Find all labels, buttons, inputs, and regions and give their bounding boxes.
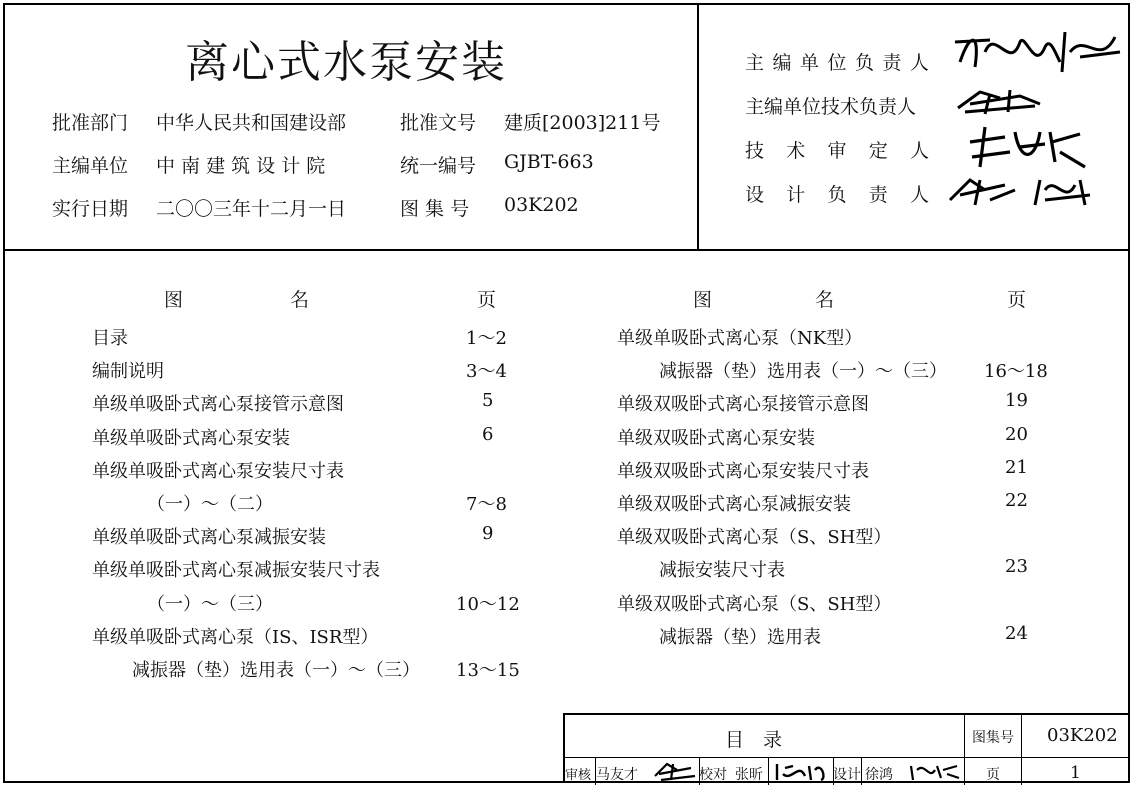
toc-header-page: 页 xyxy=(1007,289,1027,311)
toc-name: 单级双吸卧式离心泵接管示意图 xyxy=(617,394,869,416)
unified-number-label: 统一编号 xyxy=(400,155,477,177)
toc-name: （一）～（三） xyxy=(147,593,273,615)
toc-row xyxy=(92,357,522,390)
handwritten-signature xyxy=(950,84,1050,118)
toc-name: 减振器（垫）选用表（一）～（三） xyxy=(132,659,420,681)
toc-row xyxy=(617,457,1097,490)
toc-row xyxy=(92,324,522,357)
toc-name: 单级单吸卧式离心泵安装 xyxy=(92,427,290,449)
toc-name: 编制说明 xyxy=(92,361,164,383)
toc-page: 10～12 xyxy=(456,593,520,615)
approval-dept-value: 中华人民共和国建设部 xyxy=(156,112,347,134)
design-name: 徐鸿 xyxy=(865,767,893,783)
toc-row xyxy=(617,490,1097,523)
responsible-label: 技 术 审 定 人 xyxy=(745,140,929,162)
toc-name: 单级单吸卧式离心泵减振安装 xyxy=(92,527,326,549)
toc-header xyxy=(92,285,522,315)
toc-page: 1～2 xyxy=(466,328,507,349)
handwritten-signature xyxy=(950,22,1125,82)
atlas-no-label: 图集号 xyxy=(972,730,1014,746)
header-divider xyxy=(3,249,1130,251)
handwritten-signature xyxy=(960,122,1090,172)
toc-name: 单级双吸卧式离心泵减振安装 xyxy=(617,493,851,515)
toc-row xyxy=(92,457,522,490)
approval-dept-label: 批准部门 xyxy=(52,112,129,134)
check-name: 张昕 xyxy=(735,767,763,783)
toc-page: 22 xyxy=(1005,489,1028,511)
toc-row xyxy=(617,324,1097,357)
toc-header-page: 页 xyxy=(477,289,497,311)
toc-name: 单级双吸卧式离心泵（S、SH型） xyxy=(617,593,892,615)
document-title: 离心式水泵安装 xyxy=(185,37,507,88)
handwritten-signature xyxy=(651,760,699,782)
editor-row xyxy=(52,151,692,194)
responsible-label: 设 计 负 责 人 xyxy=(745,184,929,206)
toc-name: 单级双吸卧式离心泵安装尺寸表 xyxy=(617,460,869,482)
toc-page: 5 xyxy=(482,390,494,412)
page-label: 页 xyxy=(986,767,1000,783)
toc-row xyxy=(617,424,1097,457)
title-block-divider xyxy=(1021,715,1022,785)
toc-row xyxy=(617,590,1097,623)
toc-page: 20 xyxy=(1005,423,1028,445)
title-block-divider xyxy=(768,757,769,785)
toc-name: 目录 xyxy=(92,328,128,349)
toc-row xyxy=(92,523,522,556)
toc-page: 3～4 xyxy=(466,361,507,383)
review-label: 审核 xyxy=(565,768,592,783)
toc-row xyxy=(92,490,522,523)
toc-page: 23 xyxy=(1005,556,1028,578)
unified-number-value: GJBT-663 xyxy=(504,151,594,173)
toc-page: 7～8 xyxy=(466,493,507,515)
toc-name: （一）～（二） xyxy=(147,493,273,515)
sheet-title: 目 录 xyxy=(725,729,783,751)
handwritten-signature xyxy=(771,760,831,782)
effective-date-label: 实行日期 xyxy=(52,198,129,220)
toc-page: 19 xyxy=(1005,390,1028,412)
toc-row xyxy=(92,623,522,656)
toc-right-column xyxy=(617,285,1097,656)
toc-page: 6 xyxy=(482,423,494,445)
atlas-number-value: 03K202 xyxy=(504,194,579,216)
toc-header-name-b: 名 xyxy=(815,289,835,311)
title-block-divider xyxy=(861,757,862,785)
approval-doc-value: 建质[2003]211号 xyxy=(504,112,661,134)
toc-name: 单级单吸卧式离心泵接管示意图 xyxy=(92,394,344,416)
toc-row xyxy=(92,556,522,589)
review-name: 马友才 xyxy=(596,767,638,783)
toc-row xyxy=(92,390,522,423)
toc-page: 24 xyxy=(1005,622,1028,644)
approval-row xyxy=(52,108,692,151)
toc-page: 13～15 xyxy=(456,659,520,681)
title-block-divider xyxy=(964,715,965,785)
toc-row xyxy=(617,390,1097,423)
toc-header-name-a: 图 xyxy=(693,289,713,311)
toc-page: 21 xyxy=(1005,456,1028,478)
toc-row xyxy=(92,656,522,689)
title-block xyxy=(563,713,1130,783)
toc-name: 减振安装尺寸表 xyxy=(659,560,785,582)
handwritten-signature xyxy=(907,760,962,782)
toc-page: 16～18 xyxy=(984,361,1048,383)
atlas-no-value: 03K202 xyxy=(1047,725,1118,746)
design-label: 设计 xyxy=(833,767,861,783)
toc-name: 单级单吸卧式离心泵减振安装尺寸表 xyxy=(92,560,380,582)
toc-row xyxy=(92,424,522,457)
handwritten-signature xyxy=(945,170,1100,210)
toc-row xyxy=(617,623,1097,656)
toc-page: 9 xyxy=(482,523,494,545)
page-number: 1 xyxy=(1070,763,1081,783)
toc-name: 单级双吸卧式离心泵安装 xyxy=(617,427,815,449)
responsible-label: 主 编 单 位 负 责 人 xyxy=(745,52,929,74)
approval-info xyxy=(52,108,692,237)
toc-row xyxy=(617,357,1097,390)
toc-header-name-a: 图 xyxy=(164,289,184,311)
approval-doc-label: 批准文号 xyxy=(400,112,477,134)
toc-row xyxy=(617,556,1097,589)
date-row xyxy=(52,194,692,237)
toc-name: 减振器（垫）选用表 xyxy=(659,626,821,648)
toc-name: 单级单吸卧式离心泵（IS、ISR型） xyxy=(92,626,379,648)
toc-left-column xyxy=(92,285,522,689)
header-vertical-divider xyxy=(697,3,699,249)
toc-row xyxy=(617,523,1097,556)
atlas-number-label: 图 集 号 xyxy=(400,198,470,220)
toc-name: 单级双吸卧式离心泵（S、SH型） xyxy=(617,527,892,549)
toc-name: 单级单吸卧式离心泵（NK型） xyxy=(617,328,863,349)
check-label: 校对 xyxy=(699,767,727,783)
toc-name: 单级单吸卧式离心泵安装尺寸表 xyxy=(92,460,344,482)
chief-editor-label: 主编单位 xyxy=(52,155,129,177)
chief-editor-value: 中 南 建 筑 设 计 院 xyxy=(156,155,326,177)
toc-name: 减振器（垫）选用表（一）～（三） xyxy=(659,361,947,383)
title-block-divider xyxy=(565,757,1130,758)
toc-row xyxy=(92,590,522,623)
responsible-label: 主编单位技术负责人 xyxy=(745,96,917,118)
toc-header xyxy=(617,285,1097,315)
toc-header-name-b: 名 xyxy=(290,289,310,311)
effective-date-value: 二〇〇三年十二月一日 xyxy=(156,198,347,220)
